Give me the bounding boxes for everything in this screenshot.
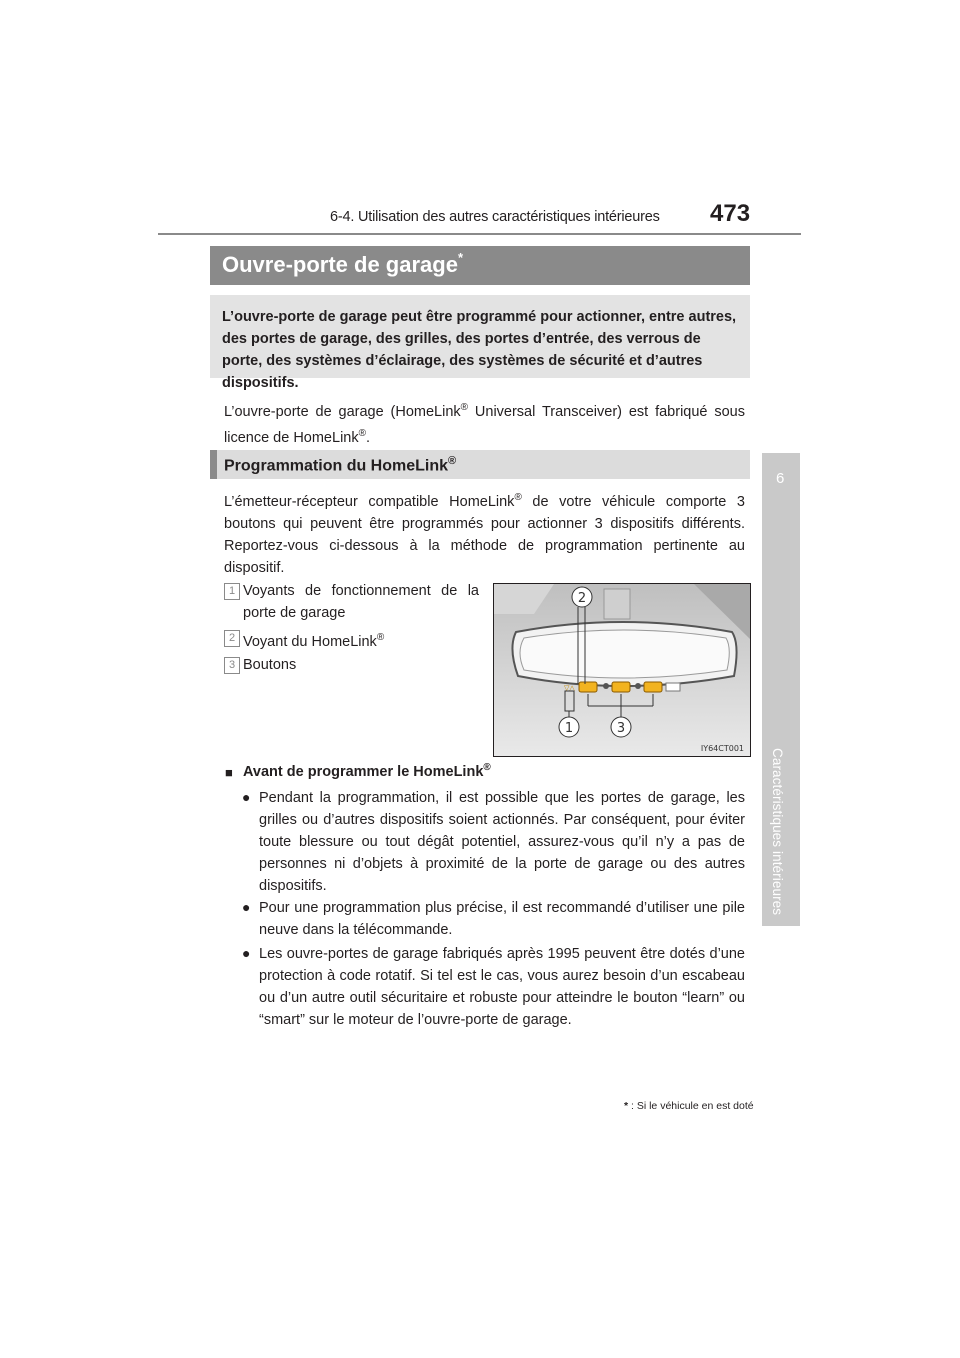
legend-item-3: Boutons <box>243 657 297 673</box>
callout-2: 2 <box>577 591 587 606</box>
page-title: Ouvre-porte de garage* <box>222 250 464 277</box>
callout-3: 3 <box>616 721 626 736</box>
square-bullet-icon: ■ <box>225 765 233 780</box>
bullet-item: Pendant la programmation, il est possible que les portes de garage, les grilles ou d’autres dispositifs soient actionnés. Par conséquent, pour éviter toute blessure ou tout dégât potentiel, assurez-vous qu’il n’y a pas de personnes ni d’objets à proximité de la porte de garage ou des autres dispositifs. <box>259 790 745 894</box>
figure-code: IY64CT001 <box>700 744 744 753</box>
intro-text: L’ouvre-porte de garage peut être programmé pour actionner, entre autres, des portes de garage, des grilles, des portes d’entrée, des verrous de porte, des systèmes d’éclairage, des systèmes de sécurité et d’autres dispositifs. <box>222 309 737 391</box>
svg-text:▽△: ▽△ <box>564 684 575 692</box>
before-heading: Avant de programmer le HomeLink® <box>243 762 491 780</box>
legend-item-2: Voyant du HomeLink® <box>243 632 385 650</box>
section-header: 6-4. Utilisation des autres caractéristiques intérieures <box>330 209 660 225</box>
header-rule <box>158 233 801 235</box>
page-number: 473 <box>710 200 751 227</box>
legend-number-3: 3 <box>224 657 240 674</box>
footnote-marker: * <box>624 1100 629 1112</box>
title-marker: * <box>457 250 464 265</box>
footnote: * : Si le véhicule en est doté <box>624 1100 754 1112</box>
bullet-item: Les ouvre-portes de garage fabriqués après 1995 peuvent être dotés d’une protection à code rotatif. Si tel est le cas, vous aurez besoin d’un escabeau ou d’un autre outil sécuritaire et robuste pour atteindre le bouton “learn” ou “smart” sur le moteur de l’ouvre-porte de garage. <box>259 946 745 1028</box>
legend-number-2: 2 <box>224 630 240 647</box>
bullet-dot-icon: ● <box>242 789 251 805</box>
callout-1: 1 <box>564 721 574 736</box>
rearview-mirror-figure <box>493 583 751 757</box>
bullet-item: Pour une programmation plus précise, il est recommandé d’utiliser une pile neuve dans la télécommande. <box>259 900 745 938</box>
paragraph-homelink-license: L’ouvre-porte de garage (HomeLink® Universal Transceiver) est fabriqué sous licence de HomeLink®. <box>224 402 745 446</box>
mirror-illustration <box>494 584 750 756</box>
chapter-number: 6 <box>776 470 785 487</box>
legend-number-1: 1 <box>224 583 240 600</box>
chapter-label: Caractéristiques intérieures <box>770 748 785 916</box>
subsection-accent <box>210 450 217 479</box>
legend-item-1: Voyants de fonctionnement de la porte de garage <box>243 583 479 621</box>
bullet-dot-icon: ● <box>242 899 251 915</box>
bullet-dot-icon: ● <box>242 945 251 961</box>
paragraph-transceiver: L’émetteur-récepteur compatible HomeLink® de votre véhicule comporte 3 boutons qui peuvent être programmés pour actionner 3 dispositifs différents. Reportez-vous ci-dessous à la méthode de programmation pertinente au dispositif. <box>224 492 745 576</box>
subsection-title: Programmation du HomeLink® <box>224 455 457 475</box>
